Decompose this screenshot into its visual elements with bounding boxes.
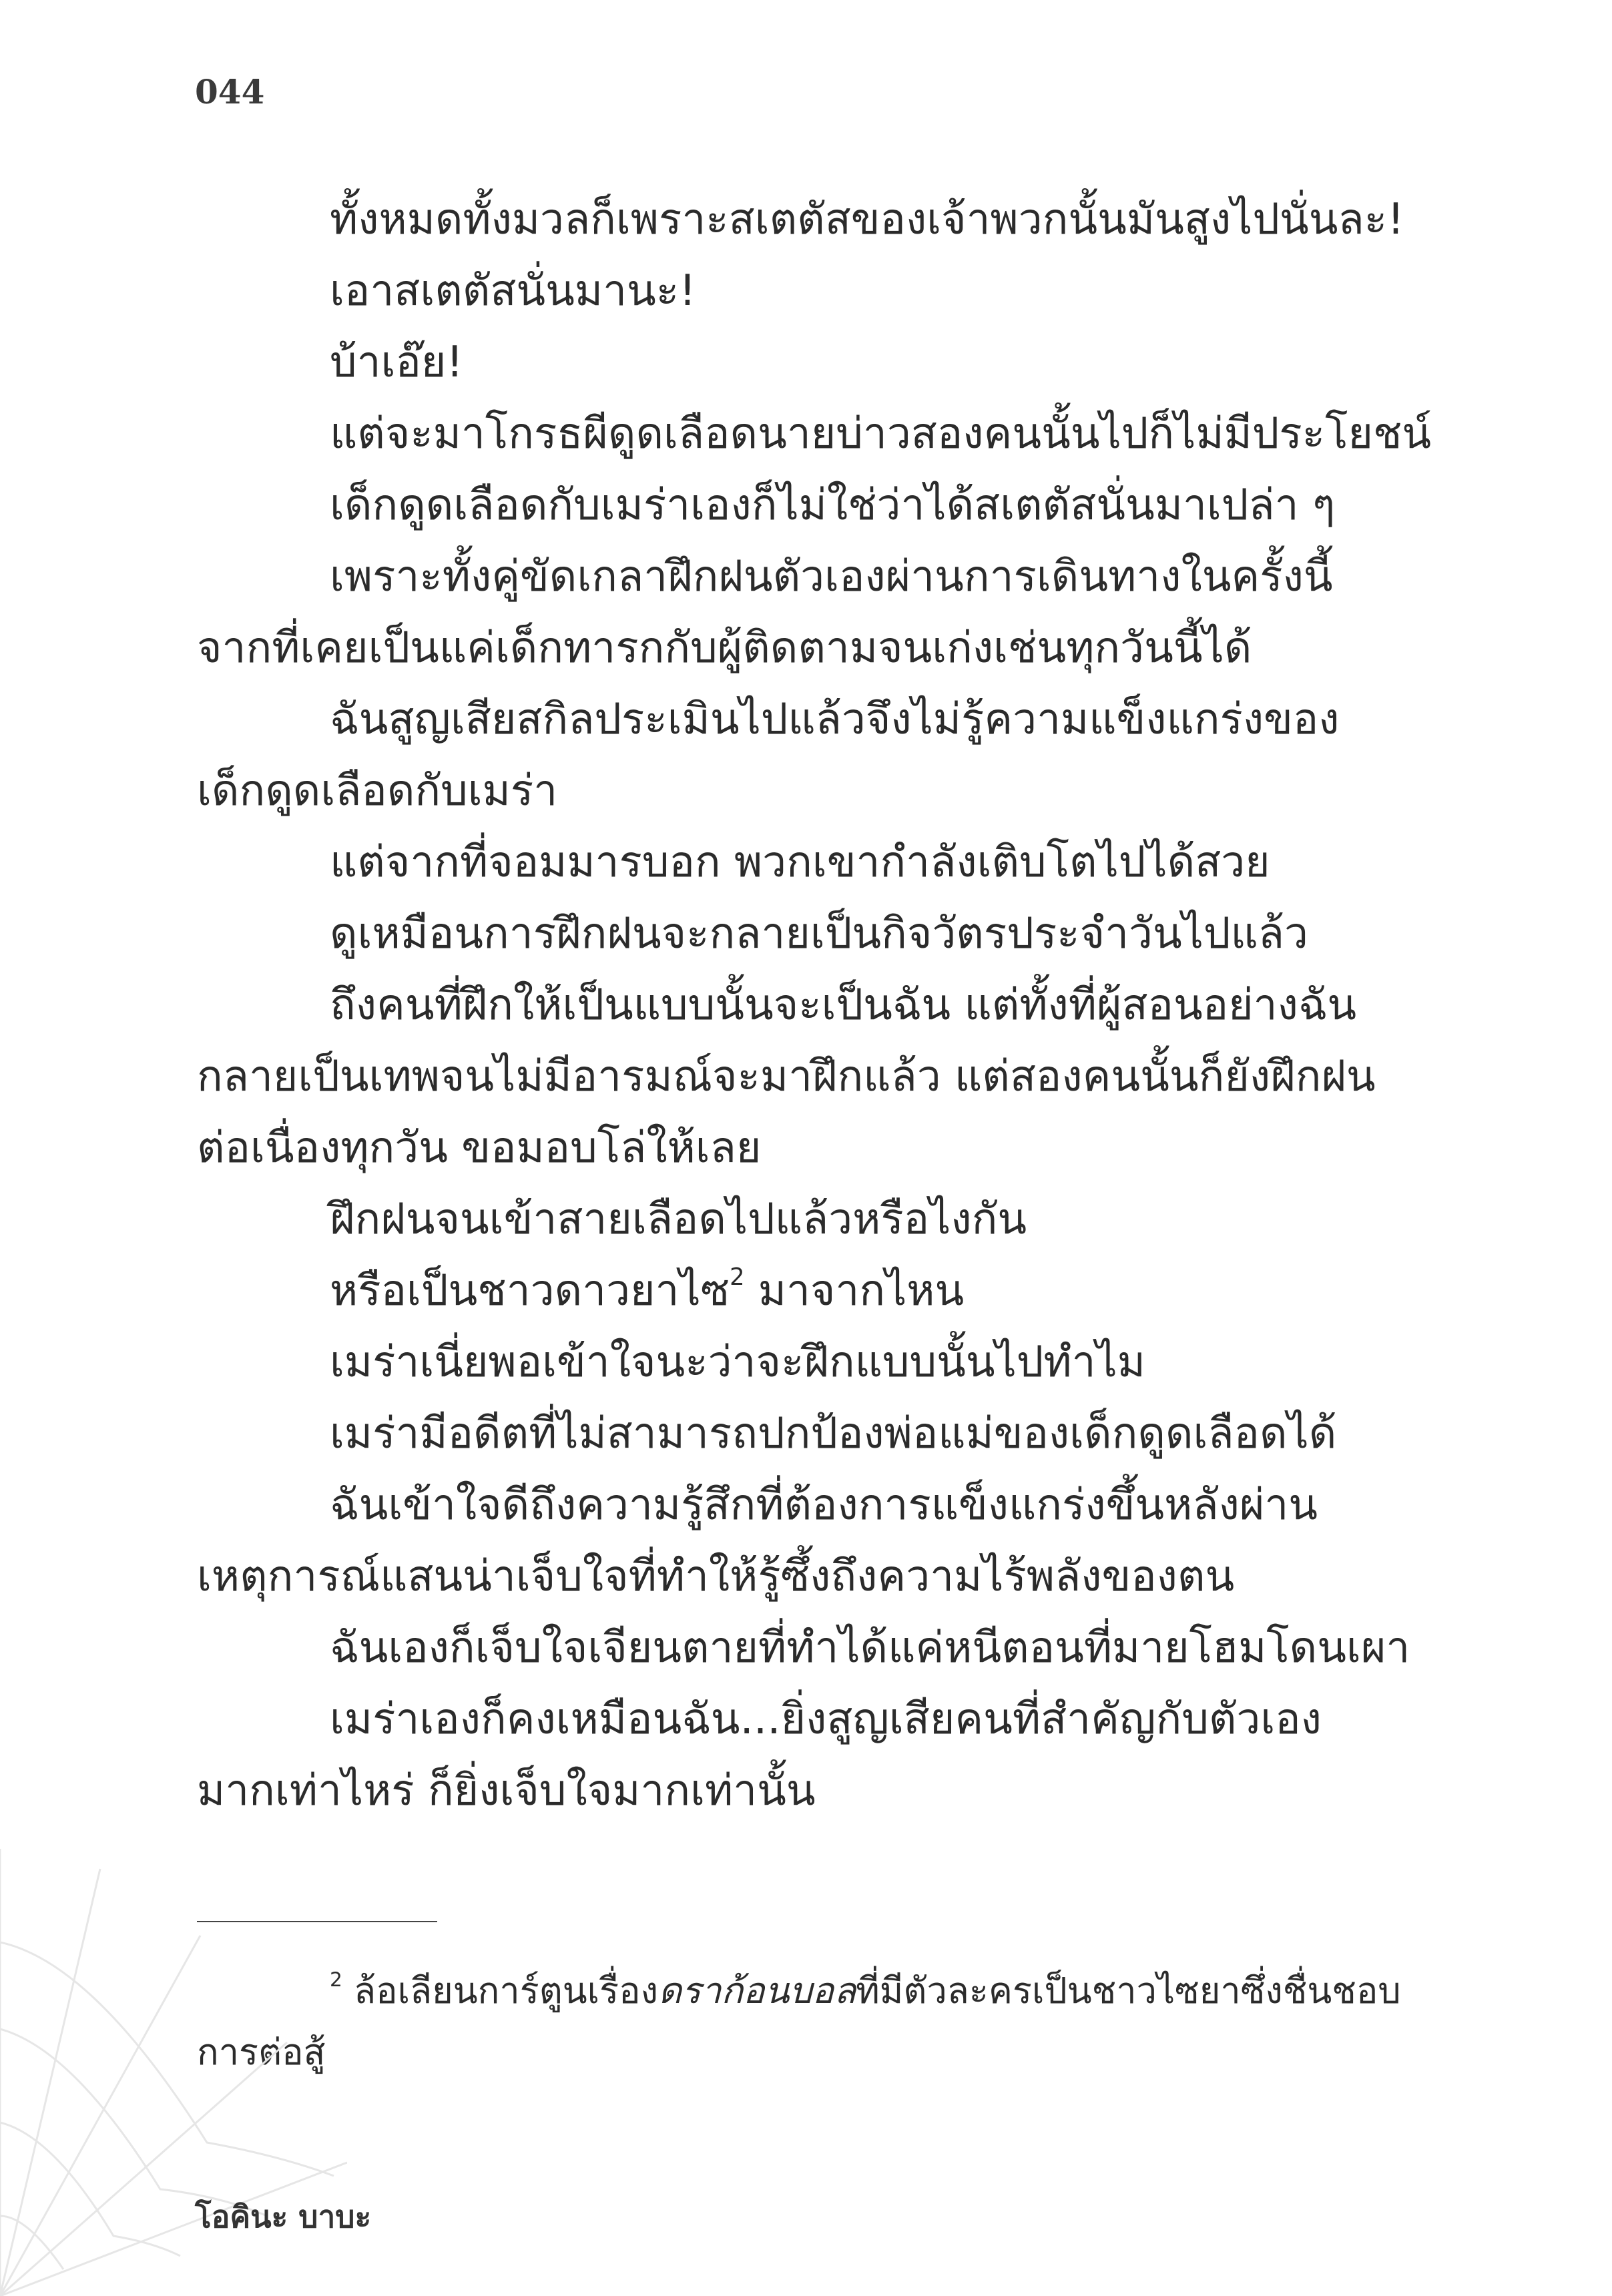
footnote-line: การต่อสู้ — [197, 2031, 326, 2073]
text-line-part: มาจากไหน — [744, 1266, 965, 1316]
text-line: ต่อเนื่องทุกวัน ขอมอบโล่ให้เลย — [197, 1123, 762, 1173]
page-number: 044 — [195, 72, 265, 111]
footnote-text: ล้อเลียนการ์ตูนเรื่อง — [342, 1970, 658, 2012]
text-line: ถึงคนที่ฝึกให้เป็นแบบนั้นจะเป็นฉัน แต่ทั้งที่ผู้สอนอย่างฉัน — [330, 980, 1357, 1030]
text-line: ฉันเองก็เจ็บใจเจียนตายที่ทำได้แค่หนีตอนที่มายโฮมโดนเผา — [330, 1623, 1410, 1673]
footnote-ref: 2 — [730, 1263, 745, 1292]
footnote-line — [330, 1968, 1401, 2014]
footnote-text: ที่มีตัวละครเป็นชาวไซยาซึ่งชื่นชอบ — [856, 1970, 1401, 2012]
text-line-part: หรือเป็นชาวดาวยาไซ — [330, 1266, 730, 1316]
text-line-with-footnote-ref — [330, 1263, 964, 1319]
text-line: เมร่าเองก็คงเหมือนฉัน...ยิ่งสูญเสียคนที่สำคัญกับตัวเอง — [330, 1695, 1322, 1744]
text-line: เอาสเตตัสนั่นมานะ! — [330, 266, 696, 316]
text-line: ฉันสูญเสียสกิลประเมินไปแล้วจึงไม่รู้ความแข็งแกร่งของ — [330, 695, 1340, 744]
text-line: ทั้งหมดทั้งมวลก็เพราะสเตตัสของเจ้าพวกนั้นมันสูงไปนั่นละ! — [330, 195, 1404, 244]
text-line: จากที่เคยเป็นแค่เด็กทารกกับผู้ติดตามจนเก่งเช่นทุกวันนี้ได้ — [197, 623, 1252, 673]
text-line: มากเท่าไหร่ ก็ยิ่งเจ็บใจมากเท่านั้น — [197, 1766, 816, 1815]
text-line: บ้าเอ๊ย! — [330, 338, 464, 387]
footnote-title: ดราก้อนบอล — [657, 1970, 856, 2012]
text-line: แต่จะมาโกรธผีดูดเลือดนายบ่าวสองคนนั้นไปก็ไม่มีประโยชน์ — [330, 409, 1432, 459]
text-line: เหตุการณ์แสนน่าเจ็บใจที่ทำให้รู้ซึ้งถึงความไร้พลังของตน — [197, 1552, 1235, 1601]
text-line: เด็กดูดเลือดกับเมร่า — [197, 766, 558, 816]
text-line: ฝึกฝนจนเข้าสายเลือดไปแล้วหรือไงกัน — [330, 1195, 1027, 1244]
author-footer: โอคินะ บาบะ — [195, 2199, 372, 2235]
text-line: ฉันเข้าใจดีถึงความรู้สึกที่ต้องการแข็งแกร่งขึ้นหลังผ่าน — [330, 1480, 1318, 1530]
text-line: เด็กดูดเลือดกับเมร่าเองก็ไม่ใช่ว่าได้สเตตัสนั่นมาเปล่า ๆ — [330, 481, 1336, 530]
footnote-number: 2 — [330, 1968, 342, 1992]
text-line: เพราะทั้งคู่ขัดเกลาฝึกฝนตัวเองผ่านการเดินทางในครั้งนี้ — [330, 552, 1333, 601]
text-line: เมร่าเนี่ยพอเข้าใจนะว่าจะฝึกแบบนั้นไปทำไม — [330, 1338, 1145, 1387]
text-line: แต่จากที่จอมมารบอก พวกเขากำลังเติบโตไปได้สวย — [330, 838, 1270, 887]
text-line: เมร่ามีอดีตที่ไม่สามารถปกป้องพ่อแม่ของเด็กดูดเลือดได้ — [330, 1409, 1337, 1458]
text-line: กลายเป็นเทพจนไม่มีอารมณ์จะมาฝึกแล้ว แต่สองคนนั้นก็ยังฝึกฝน — [197, 1052, 1376, 1101]
text-line: ดูเหมือนการฝึกฝนจะกลายเป็นกิจวัตรประจำวันไปแล้ว — [330, 909, 1308, 958]
